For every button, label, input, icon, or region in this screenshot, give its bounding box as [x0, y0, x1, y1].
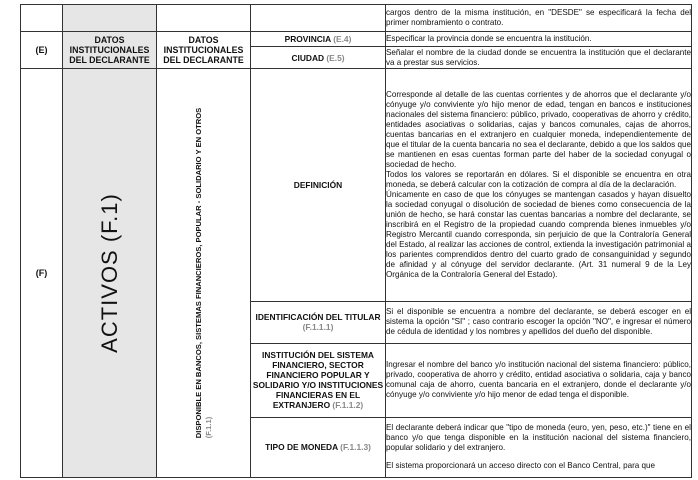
field-cell-empty [251, 5, 386, 32]
ref-ciudad: (E.5) [326, 52, 345, 63]
desc-provincia: Especificar la provincia donde se encuentra la institución. [386, 32, 692, 47]
field-provincia: PROVINCIA (E.4) [251, 32, 386, 47]
desc-ciudad: Señalar el nombre de la ciudad donde se encuentra la institución que el declarante va a prestar sus servicios. [386, 47, 691, 67]
section-f-cell [63, 69, 157, 478]
sub-cell-empty [157, 5, 251, 32]
field-ciudad: CIUDAD (E.5) [251, 47, 386, 69]
section-cell-empty [63, 5, 157, 32]
ref-titular: (F.1.1.1) [302, 322, 334, 333]
section-e-sublabel: DATOS INSTITUCIONALES DEL DECLARANTE [157, 32, 251, 69]
table-row [21, 69, 692, 302]
section-f-subcell [157, 69, 251, 478]
table-row [21, 32, 692, 47]
ref-institucion: (F.1.1.2) [332, 400, 364, 411]
field-institucion: INSTITUCIÓN DEL SISTEMA FINANCIERO, SECTOR FINANCIERO POPULAR Y SOLIDARIO Y/O INSTITUCIONES FINANCIERAS EN EL EXTRANJERO (F.1.1.2) [251, 343, 386, 417]
section-e-code: (E) [21, 32, 63, 69]
desc-institucion: Ingresar el nombre del banco y/o institución nacional del sistema financiero: público, privado, cooperativa de ahorro y crédito, entidad asociativa o solidaria, caja y banco comunal caja de ahorro, cuenta bancaria en el extranjero, donde el declarante y/o cónyuge y/o conviviente y/o hijo menor de edad tenga el disponible. [386, 343, 692, 417]
desc-definicion: Corresponde al detalle de las cuentas corrientes y de ahorros que el declarante y/o cónyuge y/o conviviente y/o hijo menor de edad, tengan en bancos e instituciones nacionales del sistema financiero: público, privado, cooperativas de ahorro y crédito, entidades asociativas o solidarias, cajas y bancos comunales, cajas de ahorros, cuentas bancarias en el extranjero en cualquier moneda, independientemente de que el titular de la cuenta bancaria no sea el declarante, debido a que los saldos que se mantienen en esas cuentas forman parte del haber de la sociedad conyugal o sociedad de hecho. Todos los valores se reportarán en dólares. Si el disponible se encuentra en otra moneda, se deberá calcular con la cotización de compra al día de la declaración. Únicamente en caso de que los cónyuges se mantengan casados y hayan disuelto la sociedad conyugal o disolución de sociedad de bienes como consecuencia de la unión de hecho, se hará constar las cuentas bancarias a nombre del declarante, se inscribirá en el Registro de la propiedad cuando comprenda bienes inmuebles y/o Registro Mercantil cuando corresponda, sin perjuicio de que la Contraloría General del Estado, al realizar las acciones de control, extienda la investigación patrimonial a los parientes comprendidos dentro del cuarto grado de consanguinidad y segundo de afinidad y al cónyuge del servidor declarante. (Art. 31 numeral 9 de la Ley Orgánica de la Contraloría General del Estado). [386, 69, 692, 302]
desc-titular: Si el disponible se encuentra a nombre del declarante, se deberá escoger en el sistema la opción "SI" ; caso contrario escoger la opción "NO", e ingresar el número de cédula de identidad y los nombres y apellidos del dueño del disponible. [386, 301, 692, 343]
section-f-label: ACTIVOS (F.1) [96, 193, 122, 353]
continuation-text: cargos dentro de la misma institución, en "DESDE" se especificará la fecha del primer nombramiento o contrato. [386, 5, 692, 32]
section-f-code: (F) [21, 69, 63, 478]
section-e-label: DATOS INSTITUCIONALES DEL DECLARANTE [63, 32, 157, 69]
desc-moneda: El declarante deberá indicar que "tipo de moneda (euro, yen, peso, etc.)" tiene en el banco y/o que tenga disponible en la institución nacional del sistema financiero, popular solidario y del extranjero. El sistema proporcionará un acceso directo con el Banco Central, para que [386, 417, 692, 477]
field-definicion: DEFINICIÓN [251, 69, 386, 302]
field-titular: IDENTIFICACIÓN DEL TITULAR (F.1.1.1) [251, 301, 386, 343]
table-row [21, 5, 692, 32]
instructions-table [20, 4, 692, 478]
ref-provincia: (E.4) [333, 34, 352, 44]
field-moneda: TIPO DE MONEDA (F.1.1.3) [251, 417, 386, 477]
ref-moneda: (F.1.1.3) [340, 442, 371, 453]
section-f-subref: (F.1.1) [203, 416, 213, 439]
code-cell-empty [21, 5, 63, 32]
section-f-sublabel: DISPONIBLE EN BANCOS, SISTEMAS FINANCIEROS, POPULAR - SOLIDARIO Y EN OTROS (F.1.1) [193, 107, 213, 439]
